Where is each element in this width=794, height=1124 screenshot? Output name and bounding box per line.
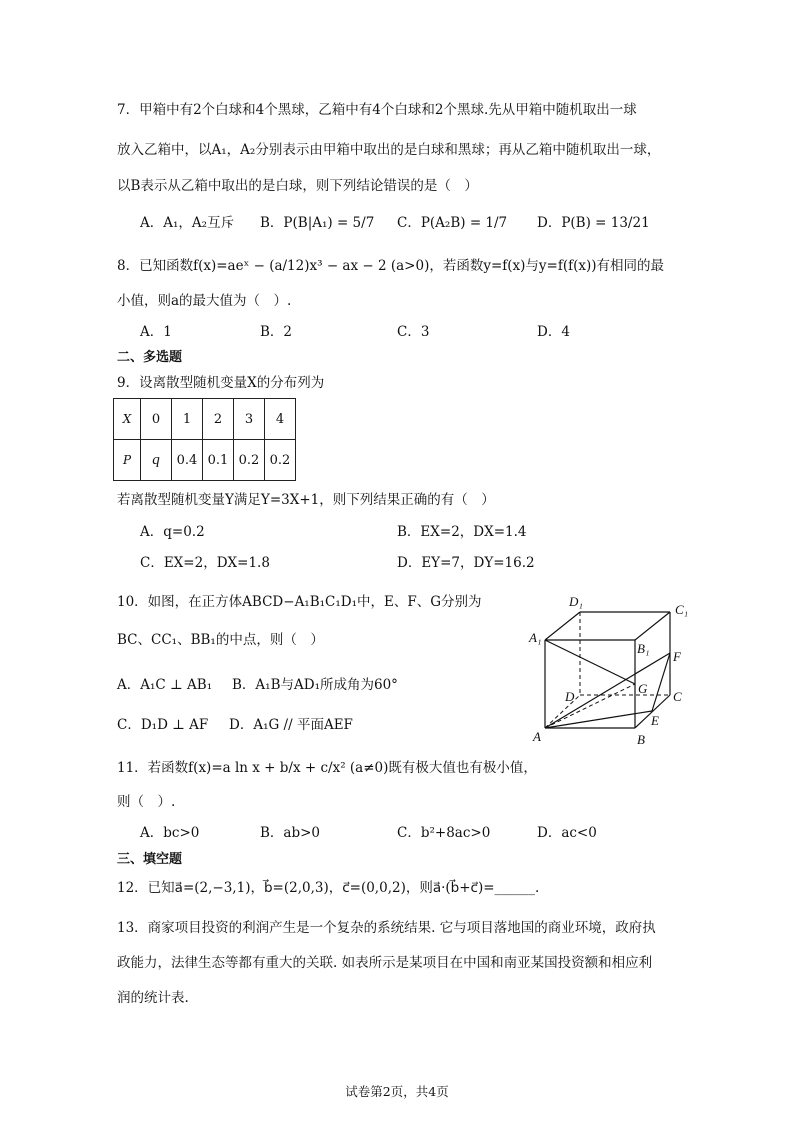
q7-option-a: A．A₁，A₂互斥 (140, 215, 235, 231)
q9-option-b: B．EX=2，DX=1.4 (397, 524, 527, 540)
q7-option-b: B．P(B|A₁) = 5/7 (260, 215, 375, 231)
label-G: G (638, 681, 648, 696)
q7-line3: 以B表示从乙箱中取出的是白球，则下列结论错误的是（ ） (117, 178, 478, 194)
table-cell: X (114, 399, 141, 440)
table-cell: 0.2 (265, 440, 296, 481)
table-cell: 0.1 (203, 440, 234, 481)
q7-line1: 7．甲箱中有2个白球和4个黑球，乙箱中有4个白球和2个黑球.先从甲箱中随机取出一球 (117, 102, 637, 118)
q9-option-d: D．EY=7，DY=16.2 (397, 555, 535, 571)
label-C: C (673, 689, 682, 704)
q11-option-a: A．bc>0 (140, 825, 200, 841)
label-A1: A₁ (529, 630, 542, 645)
q10-option-b: B．A₁B与AD₁所成角为60° (232, 677, 398, 693)
table-cell: P (114, 440, 141, 481)
q8-option-a: A．1 (140, 324, 172, 340)
table-cell: 0.4 (172, 440, 203, 481)
q8-option-d: D．4 (537, 324, 570, 340)
label-A: A (533, 729, 541, 744)
label-D1: D₁ (569, 594, 583, 609)
table-cell: 4 (265, 399, 296, 440)
q11-option-b: B．ab>0 (260, 825, 321, 841)
q9-stem: 9．设离散型随机变量X的分布列为 (117, 375, 325, 391)
q13-line3: 润的统计表. (117, 990, 189, 1006)
q8-line2: 小值，则a的最大值为（ ）. (117, 293, 292, 309)
q10-line2: BC、CC₁、BB₁的中点，则（ ） (117, 632, 324, 648)
q10-line1: 10．如图，在正方体ABCD−A₁B₁C₁D₁中，E、F、G分别为 (117, 594, 482, 610)
q8-option-b: B．2 (260, 324, 293, 340)
q8-line1: 8．已知函数f(x)=aeˣ − (a/12)x³ − ax − 2 (a>0)，若函数y=f(x)与y=f(f(x))有相同的最 (117, 258, 665, 274)
page-footer: 试卷第2页，共4页 (345, 1084, 449, 1099)
q7-option-c: C．P(A₂B) = 1/7 (397, 215, 508, 231)
q11-line1: 11．若函数f(x)=a ln x + b/x + c/x² (a≠0)既有极大值也有极小值， (117, 760, 537, 776)
section-heading-fill-in: 三、填空题 (117, 852, 183, 867)
table-cell: 1 (172, 399, 203, 440)
q11-option-c: C．b²+8ac>0 (397, 825, 491, 841)
q13-line1: 13．商家项目投资的利润产生是一个复杂的系统结果. 它与项目落地国的商业环境，政府执 (117, 920, 656, 936)
q9-option-a: A．q=0.2 (140, 524, 205, 540)
table-cell: 0 (141, 399, 172, 440)
table-cell: 2 (203, 399, 234, 440)
table-cell: 3 (234, 399, 265, 440)
q9-option-c: C．EX=2，DX=1.8 (140, 555, 270, 571)
q10-option-c: C．D₁D ⊥ AF (117, 717, 209, 733)
table-row (114, 399, 296, 440)
section-heading-multi-choice: 二、多选题 (117, 350, 183, 365)
distribution-table (113, 398, 296, 481)
cube-figure (525, 590, 695, 750)
table-cell: q (141, 440, 172, 481)
q7-line2: 放入乙箱中，以A₁，A₂分别表示由甲箱中取出的是白球和黑球；再从乙箱中随机取出一球， (117, 142, 661, 158)
q8-option-c: C．3 (397, 324, 430, 340)
label-C1: C₁ (675, 602, 689, 617)
table-cell: 0.2 (234, 440, 265, 481)
label-B1: B₁ (637, 641, 650, 656)
table-row (114, 440, 296, 481)
label-D: D (565, 689, 575, 704)
q10-option-d: D．A₁G // 平面AEF (229, 717, 353, 733)
label-F: F (673, 649, 681, 664)
q11-option-d: D．ac<0 (537, 825, 597, 841)
q12-line1: 12．已知a⃗=(2,−3,1)，b⃗=(2,0,3)，c⃗=(0,0,2)，则a⃗·(b⃗+c⃗)=______. (117, 880, 540, 896)
q11-line2: 则（ ）. (117, 794, 176, 810)
q10-option-a: A．A₁C ⊥ AB₁ (117, 677, 213, 693)
label-E: E (651, 713, 659, 728)
q9-line2: 若离散型随机变量Y满足Y=3X+1，则下列结果正确的有（ ） (117, 492, 495, 508)
q7-option-d: D．P(B) = 13/21 (537, 215, 650, 231)
q13-line2: 政能力，法律生态等都有重大的关联. 如表所示是某项目在中国和南亚某国投资额和相应利 (117, 955, 653, 971)
label-B: B (637, 732, 645, 747)
